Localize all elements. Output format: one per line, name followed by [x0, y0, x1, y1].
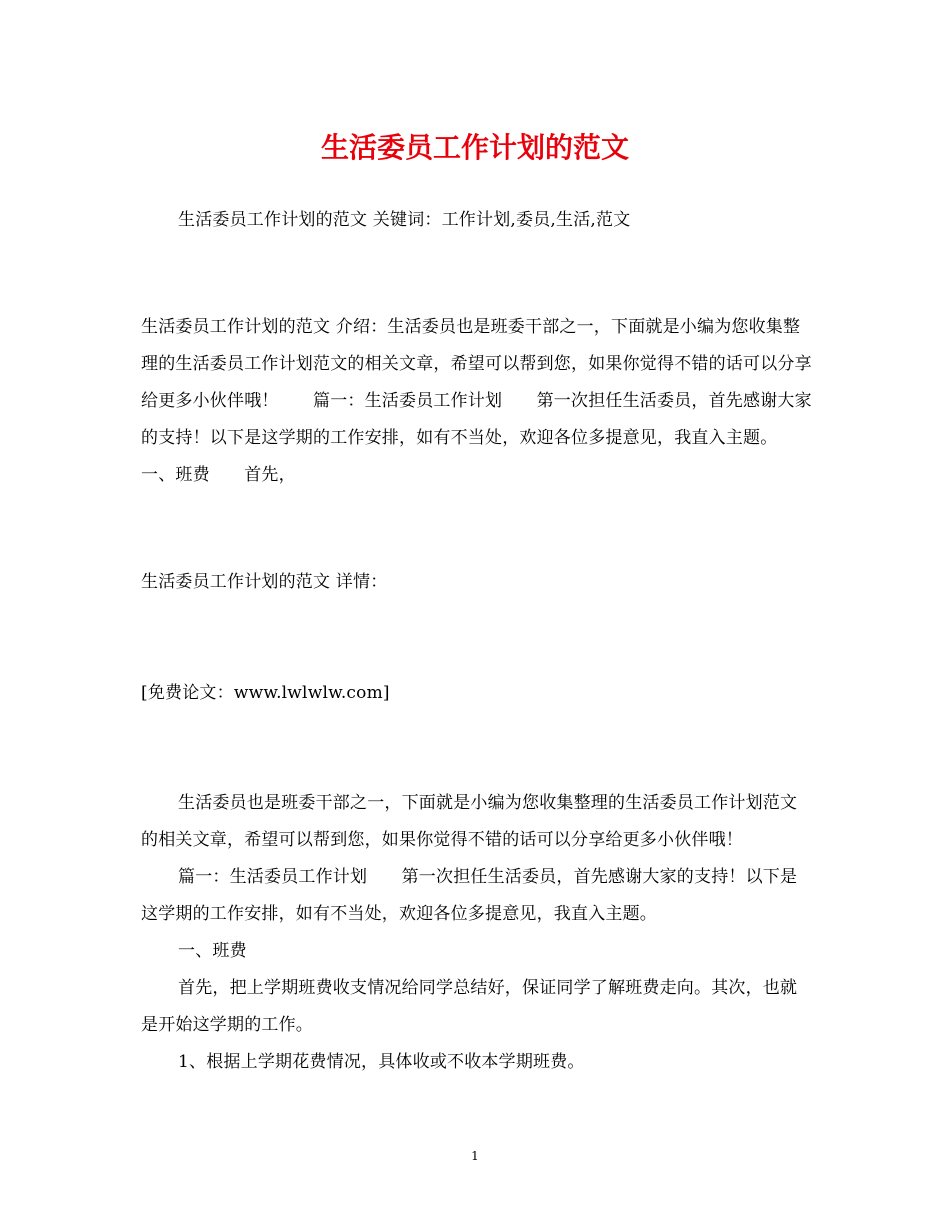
body-paragraph: 首先，把上学期班费收支情况给同学总结好，保证同学了解班费走向。其次，也就是开始这学期的工作。 — [141, 978, 798, 1035]
body-paragraph: 一、班费 — [178, 941, 247, 961]
free-paper-link[interactable]: [免费论文：www.lwlwlw.com] — [141, 683, 390, 703]
page-number: 1 — [471, 1149, 479, 1163]
body-paragraph: 生活委员也是班委干部之一，下面就是小编为您收集整理的生活委员工作计划范文的相关文章，希望可以帮到您，如果你觉得不错的话可以分享给更多小伙伴哦！ — [141, 793, 798, 850]
body-paragraph: 篇一：生活委员工作计划 第一次担任生活委员，首先感谢大家的支持！以下是这学期的工作安排，如有不当处，欢迎各位多提意见，我直入主题。 — [141, 867, 798, 924]
intro-paragraph: 生活委员工作计划的范文 介绍：生活委员也是班委干部之一，下面就是小编为您收集整理的生活委员工作计划范文的相关文章，希望可以帮到您，如果你觉得不错的话可以分享给更多小伙伴哦！ 篇一：生活委员工作计划 第一次担任生活委员，首先感谢大家的支持！以下是这学期的工作安排，如有不当处，欢迎各位多提意见，我直入主题。 一、班费 首先， — [141, 317, 812, 485]
keywords-line: 生活委员工作计划的范文 关键词：工作计划,委员,生活,范文 — [178, 210, 631, 230]
detail-label: 生活委员工作计划的范文 详情： — [141, 572, 388, 592]
document-title: 生活委员工作计划的范文 — [320, 131, 629, 164]
body-paragraph: 1、根据上学期花费情况，具体收或不收本学期班费。 — [178, 1052, 585, 1072]
body-text — [141, 785, 813, 1081]
